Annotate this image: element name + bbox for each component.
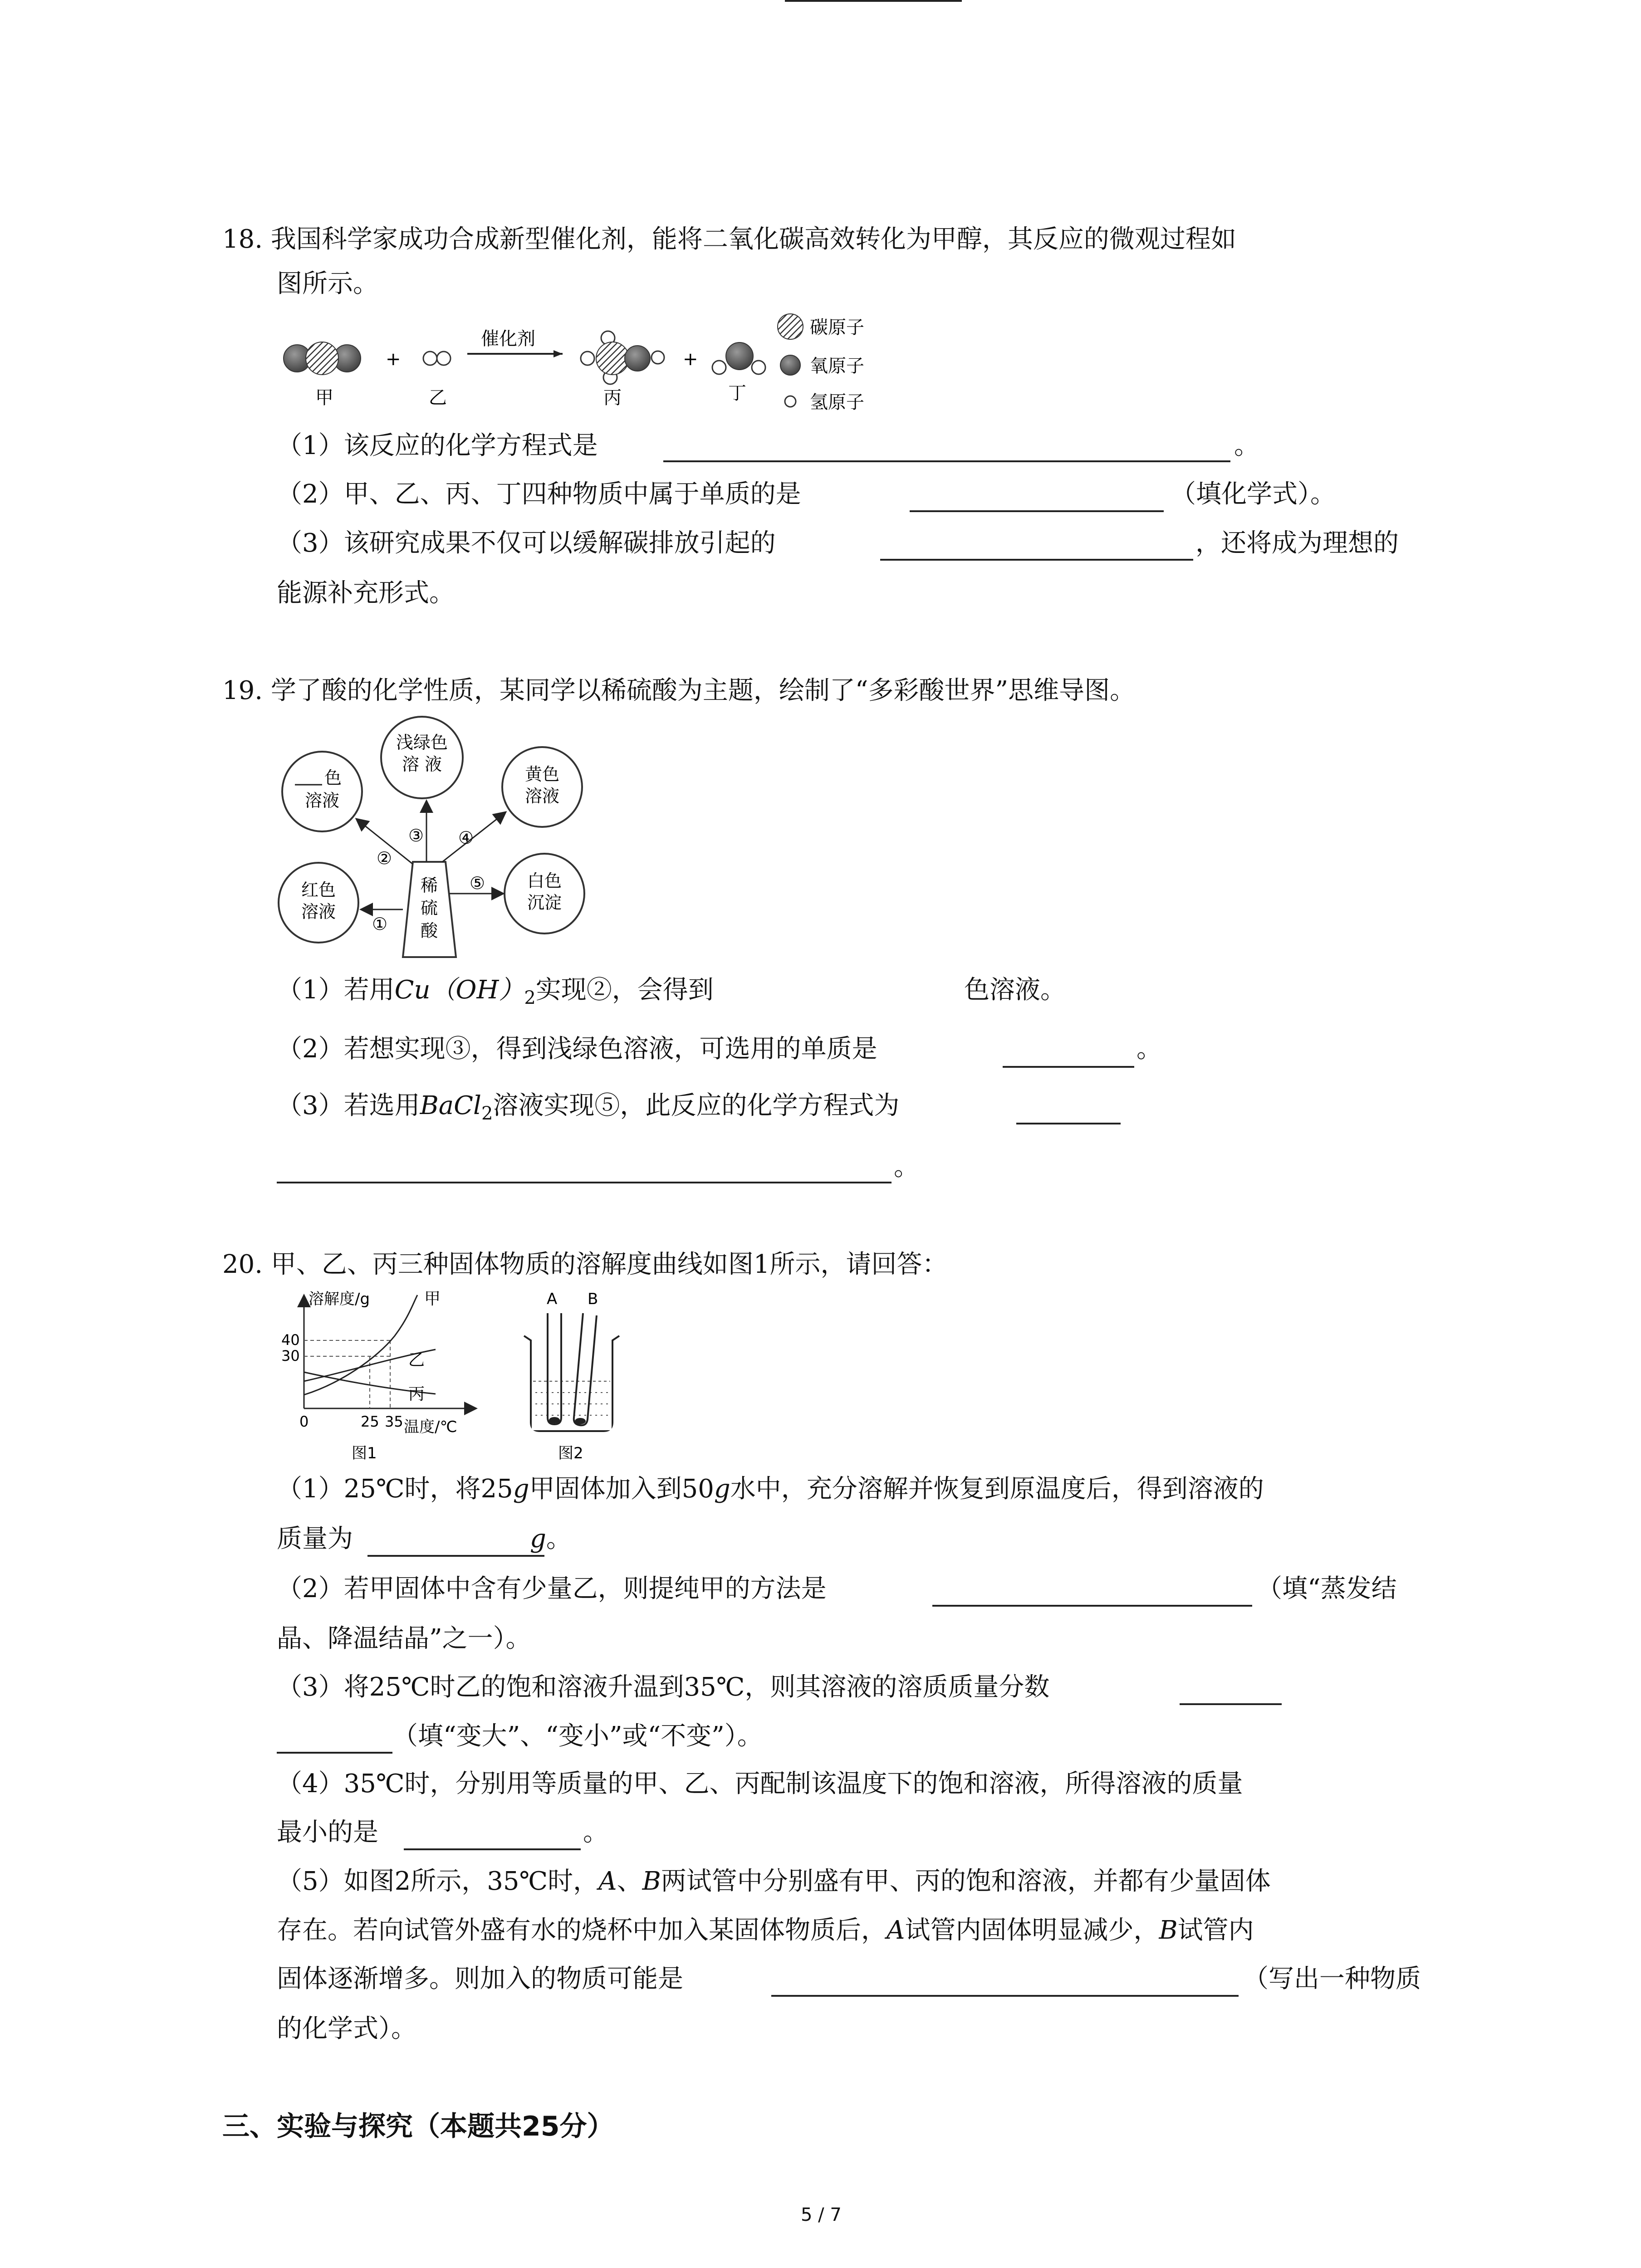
q18-part3-end: ，还将成为理想的 (1195, 528, 1399, 558)
svg-text:40: 40 (281, 1331, 300, 1349)
h-atom (423, 352, 437, 365)
q20-part2-line2: 晶、降温结晶”之一）。 (277, 1624, 531, 1653)
h-atom (437, 352, 451, 365)
q20-part3-line2: （填“变大”、“变小”或“不变”）。 (392, 1721, 763, 1751)
q19-mind-map (277, 712, 622, 975)
q18-part2: （2）甲、乙、丙、丁四种物质中属于单质的是 (277, 479, 801, 509)
svg-text:氢原子: 氢原子 (810, 392, 864, 413)
q19-part3: （3）若选用BaCl$_2$溶液实现⑤，此反应的化学方程式为 (277, 1091, 900, 1124)
svg-text:丙: 丙 (603, 387, 622, 408)
svg-text:酸: 酸 (420, 921, 438, 941)
svg-text:红色: 红色 (301, 880, 336, 900)
q18-answer-blank-3[interactable] (880, 559, 1193, 561)
h-atom (581, 352, 594, 365)
page-number: 5 / 7 (801, 2204, 842, 2225)
svg-text:乙: 乙 (429, 387, 447, 408)
q20-solubility-curve-figure1 (277, 1286, 531, 1476)
q20-part2-end: （填“蒸发结 (1257, 1574, 1397, 1603)
q20-beaker-figure2 (515, 1286, 633, 1476)
q19-part1-end: 色溶液。 (964, 975, 1066, 1005)
svg-text:黄色: 黄色 (524, 764, 560, 784)
q19-part3-end: 。 (894, 1152, 919, 1182)
svg-text:碳原子: 碳原子 (810, 317, 864, 338)
svg-text:30: 30 (281, 1347, 300, 1364)
svg-text:甲: 甲 (424, 1290, 441, 1308)
o-atom (726, 342, 753, 370)
svg-text:溶液: 溶液 (301, 902, 336, 922)
svg-text:⑤: ⑤ (470, 873, 485, 893)
svg-text:0: 0 (299, 1413, 309, 1430)
q20-stem: 20. 甲、乙、丙三种固体物质的溶解度曲线如图1所示，请回答： (222, 1250, 948, 1279)
q18-part3-line2: 能源补充形式。 (277, 578, 455, 608)
section-3-heading: 三、实验与探究（本题共25分） (222, 2111, 614, 2142)
svg-text:25: 25 (361, 1413, 379, 1430)
q18-stem-line2: 图所示。 (277, 269, 378, 298)
c-atom (596, 342, 629, 375)
svg-text:溶液: 溶液 (524, 786, 560, 806)
q20-answer-blank-3a[interactable] (1180, 1703, 1282, 1705)
q20-answer-blank-1[interactable] (367, 1555, 544, 1557)
o-atom (625, 346, 650, 371)
svg-text:溶液: 溶液 (304, 791, 340, 811)
svg-text:白色: 白色 (527, 871, 562, 891)
svg-text:溶解度/g: 溶解度/g (309, 1290, 370, 1308)
q20-part4-line2: 最小的是 (277, 1818, 378, 1847)
svg-text:甲: 甲 (315, 387, 333, 408)
q20-part4: （4）35℃时，分别用等质量的甲、乙、丙配制该温度下的饱和溶液，所得溶液的质量 (277, 1769, 1243, 1799)
catalyst-label: 催化剂 (481, 328, 535, 349)
svg-text:图1: 图1 (352, 1444, 377, 1462)
q19-answer-blank-3b[interactable] (277, 1182, 892, 1183)
q20-answer-blank-3b[interactable] (277, 1752, 392, 1754)
svg-text:溶 液: 溶 液 (402, 754, 442, 774)
q19-answer-blank-1[interactable] (785, 0, 962, 2)
svg-text:乙: 乙 (408, 1351, 425, 1369)
svg-text:图2: 图2 (558, 1444, 583, 1462)
svg-text:+: + (386, 349, 401, 370)
q20-part1-line2: 质量为 g。 (277, 1524, 572, 1554)
q19-stem: 19. 学了酸的化学性质，某同学以稀硫酸为主题，绘制了“多彩酸世界”思维导图。 (222, 676, 1136, 705)
q20-part4-end: 。 (583, 1818, 608, 1847)
q20-answer-blank-4[interactable] (404, 1848, 581, 1850)
svg-text:A: A (547, 1290, 558, 1308)
svg-text:温度/℃: 温度/℃ (404, 1418, 457, 1436)
q19-part2-end: 。 (1136, 1034, 1162, 1064)
svg-text:35: 35 (385, 1413, 403, 1430)
q18-answer-blank-1[interactable] (663, 460, 1230, 462)
svg-text:+: + (683, 349, 698, 370)
q20-answer-blank-2[interactable] (932, 1605, 1252, 1607)
svg-text:④: ④ (458, 828, 474, 848)
h-atom (752, 361, 765, 374)
q20-part5-line4: 的化学式）。 (277, 2014, 416, 2043)
svg-text:B: B (588, 1290, 598, 1308)
q19-part2: （2）若想实现③，得到浅绿色溶液，可选用的单质是 (277, 1034, 877, 1064)
q18-part2-end: （填化学式）。 (1171, 479, 1336, 509)
svg-text:色: 色 (324, 768, 342, 788)
svg-text:①: ① (372, 914, 388, 934)
q18-part3: （3）该研究成果不仅可以缓解碳排放引起的 (277, 528, 776, 558)
q20-part5-line1: （5）如图2所示，35℃时，A、B两试管中分别盛有甲、丙的饱和溶液，并都有少量固体 (277, 1867, 1271, 1896)
q20-part2: （2）若甲固体中含有少量乙，则提纯甲的方法是 (277, 1574, 827, 1603)
svg-text:丙: 丙 (408, 1385, 425, 1403)
q20-answer-blank-5[interactable] (771, 1995, 1239, 1997)
svg-text:沉淀: 沉淀 (527, 893, 562, 913)
h-atom (712, 361, 726, 374)
svg-text:硫: 硫 (420, 898, 438, 918)
q18-part1: （1）该反应的化学方程式是 (277, 431, 598, 460)
q20-part5-line2: 存在。若向试管外盛有水的烧杯中加入某固体物质后，A试管内固体明显减少，B试管内 (277, 1916, 1254, 1945)
c-atom (306, 342, 338, 375)
q18-stem-line1: 18. 我国科学家成功合成新型催化剂，能将二氧化碳高效转化为甲醇，其反应的微观过程如 (222, 225, 1236, 254)
q19-answer-blank-3a[interactable] (1016, 1123, 1121, 1124)
svg-text:浅绿色: 浅绿色 (396, 733, 448, 753)
q18-answer-blank-2[interactable] (910, 510, 1164, 512)
svg-text:丁: 丁 (728, 383, 746, 404)
svg-text:氧原子: 氧原子 (810, 356, 864, 376)
q20-part3: （3）将25℃时乙的饱和溶液升温到35℃，则其溶液的溶质质量分数 (277, 1672, 1050, 1702)
q20-part5-line3: 固体逐渐增多。则加入的物质可能是 (277, 1964, 683, 1994)
q18-part1-end: 。 (1234, 431, 1259, 460)
q19-answer-blank-2[interactable] (1003, 1066, 1134, 1068)
h-atom (652, 351, 664, 364)
q20-part5-end: （写出一种物质 (1243, 1964, 1421, 1994)
svg-text:稀: 稀 (420, 875, 438, 895)
svg-text:②: ② (377, 848, 392, 868)
svg-text:③: ③ (408, 826, 424, 846)
q18-reaction-diagram (272, 308, 930, 426)
q20-part1-line1: （1）25℃时，将25g甲固体加入到50g水中，充分溶解并恢复到原温度后，得到溶液的 (277, 1474, 1264, 1504)
q19-part1: （1）若用$Cu(OH)_2$实现②，会得到 (277, 975, 714, 1009)
